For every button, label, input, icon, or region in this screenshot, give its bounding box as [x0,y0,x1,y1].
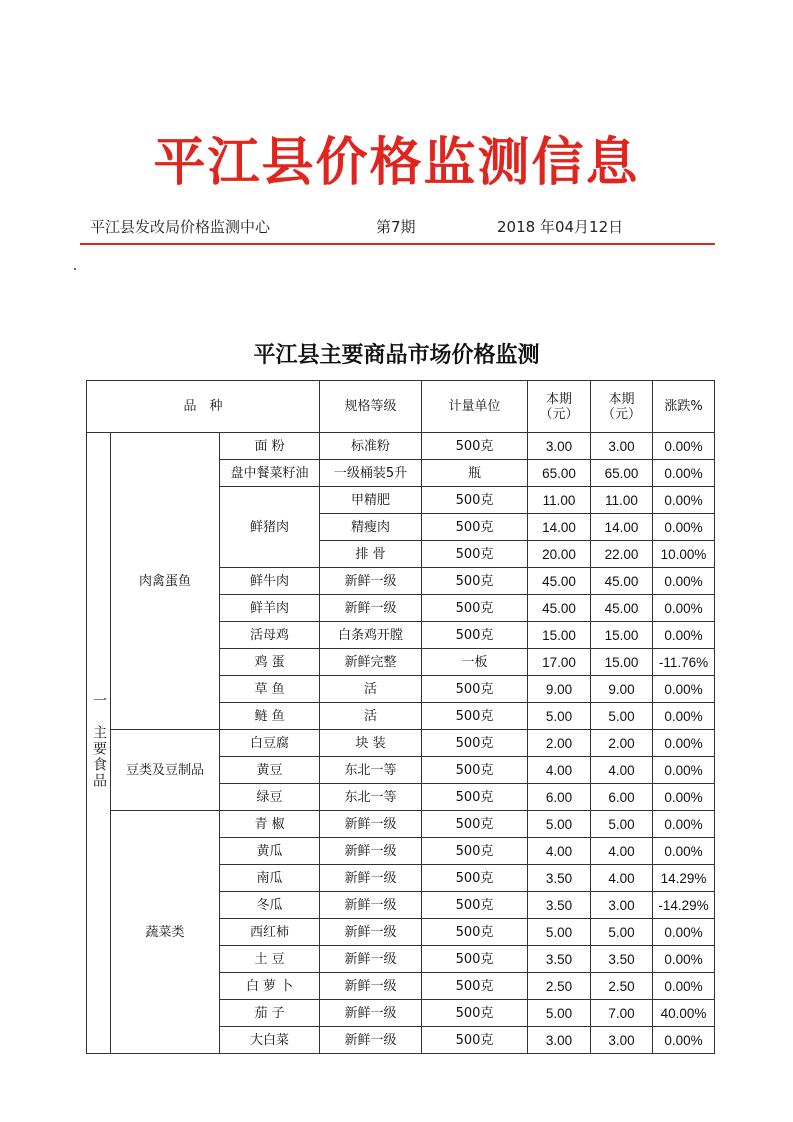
item-change: 0.00% [653,757,715,784]
item-spec: 新鲜一级 [320,946,422,973]
item-current-price: 2.00 [528,730,591,757]
item-spec: 新鲜一级 [320,865,422,892]
item-unit: 500克 [422,541,528,568]
item-change: 0.00% [653,946,715,973]
item-unit: 500克 [422,730,528,757]
item-current-price: 45.00 [528,568,591,595]
item-previous-price: 3.00 [591,892,653,919]
item-spec: 活 [320,676,422,703]
item-spec: 新鲜一级 [320,1027,422,1054]
item-spec: 白条鸡开膛 [320,622,422,649]
item-name: 大白菜 [220,1027,320,1054]
item-unit: 500克 [422,568,528,595]
table-header-row [87,381,715,433]
item-current-price: 14.00 [528,514,591,541]
item-spec: 排 骨 [320,541,422,568]
item-previous-price: 22.00 [591,541,653,568]
item-spec: 块 装 [320,730,422,757]
item-name: 鲢 鱼 [220,703,320,730]
item-current-price: 4.00 [528,838,591,865]
item-change: 40.00% [653,1000,715,1027]
item-current-price: 5.00 [528,811,591,838]
item-previous-price: 3.00 [591,433,653,460]
item-change: 0.00% [653,919,715,946]
header-divider [80,243,715,245]
item-previous-price: 45.00 [591,568,653,595]
item-spec: 甲精肥 [320,487,422,514]
item-previous-price: 11.00 [591,487,653,514]
item-current-price: 45.00 [528,595,591,622]
item-unit: 500克 [422,703,528,730]
item-spec: 精瘦肉 [320,514,422,541]
item-current-price: 3.50 [528,946,591,973]
table-title: 平江县主要商品市场价格监测 [253,343,540,368]
price-table [86,380,715,1054]
item-change: 0.00% [653,703,715,730]
item-change: -14.29% [653,892,715,919]
item-unit: 500克 [422,514,528,541]
item-name: 南瓜 [220,865,320,892]
table-row [87,433,715,460]
item-previous-price: 45.00 [591,595,653,622]
item-name: 青 椒 [220,811,320,838]
item-name: 鲜牛肉 [220,568,320,595]
item-change: 0.00% [653,433,715,460]
item-current-price: 65.00 [528,460,591,487]
scan-speck [74,268,76,270]
item-name: 活母鸡 [220,622,320,649]
item-change: 0.00% [653,730,715,757]
table-row [87,730,715,757]
section-label [87,433,111,1054]
item-name: 茄 子 [220,1000,320,1027]
issue-date: 2018 年04月12日 [497,218,624,236]
item-name: 面 粉 [220,433,320,460]
item-unit: 500克 [422,973,528,1000]
item-name-pork: 鲜猪肉 [220,487,320,568]
item-change: 0.00% [653,595,715,622]
section-label-text: 一 主要食品 [91,693,107,789]
header-current-line2: （元） [539,406,579,422]
item-previous-price: 5.00 [591,919,653,946]
item-change: 0.00% [653,973,715,1000]
group-veg: 蔬菜类 [111,811,220,1054]
item-name: 绿豆 [220,784,320,811]
item-name: 西红柿 [220,919,320,946]
item-change: 0.00% [653,514,715,541]
group-bean: 豆类及豆制品 [111,730,220,811]
issue-number: 第7期 [376,218,416,236]
item-previous-price: 2.00 [591,730,653,757]
item-current-price: 9.00 [528,676,591,703]
item-previous-price: 4.00 [591,838,653,865]
item-current-price: 3.00 [528,433,591,460]
item-spec: 新鲜完整 [320,649,422,676]
item-change: 10.00% [653,541,715,568]
item-spec: 新鲜一级 [320,811,422,838]
item-unit: 瓶 [422,460,528,487]
item-previous-price: 3.00 [591,1027,653,1054]
item-change: 0.00% [653,811,715,838]
item-change: 0.00% [653,487,715,514]
item-spec: 东北一等 [320,784,422,811]
item-change: 0.00% [653,838,715,865]
item-change: 0.00% [653,622,715,649]
item-current-price: 15.00 [528,622,591,649]
item-name: 草 鱼 [220,676,320,703]
item-previous-price: 3.50 [591,946,653,973]
masthead-title: 平江县价格监测信息 [153,132,640,193]
item-spec: 活 [320,703,422,730]
issuer-name: 平江县发改局价格监测中心 [90,218,271,236]
item-previous-price: 7.00 [591,1000,653,1027]
header-previous-price [591,381,653,433]
header-current-price [528,381,591,433]
item-name: 白豆腐 [220,730,320,757]
item-spec: 一级桶装5升 [320,460,422,487]
item-previous-price: 14.00 [591,514,653,541]
item-current-price: 17.00 [528,649,591,676]
item-spec: 新鲜一级 [320,595,422,622]
item-unit: 500克 [422,784,528,811]
item-spec: 新鲜一级 [320,838,422,865]
item-unit: 500克 [422,757,528,784]
item-change: 0.00% [653,784,715,811]
header-previous-line2: （元） [602,406,642,422]
item-name: 鸡 蛋 [220,649,320,676]
item-previous-price: 4.00 [591,757,653,784]
item-unit: 500克 [422,892,528,919]
item-name: 白 萝 卜 [220,973,320,1000]
item-unit: 500克 [422,811,528,838]
header-spec: 规格等级 [320,381,422,433]
item-current-price: 5.00 [528,1000,591,1027]
item-change: 0.00% [653,460,715,487]
header-unit: 计量单位 [422,381,528,433]
item-name: 鲜羊肉 [220,595,320,622]
table-row [87,811,715,838]
item-current-price: 20.00 [528,541,591,568]
item-unit: 500克 [422,595,528,622]
item-unit: 500克 [422,1027,528,1054]
header-change: 涨跌% [653,381,715,433]
item-previous-price: 65.00 [591,460,653,487]
item-previous-price: 6.00 [591,784,653,811]
item-spec: 东北一等 [320,757,422,784]
item-unit: 500克 [422,919,528,946]
item-current-price: 5.00 [528,703,591,730]
item-unit: 500克 [422,433,528,460]
item-change: 0.00% [653,676,715,703]
item-unit: 500克 [422,946,528,973]
item-previous-price: 4.00 [591,865,653,892]
item-unit: 500克 [422,1000,528,1027]
item-spec: 新鲜一级 [320,892,422,919]
item-change: -11.76% [653,649,715,676]
item-name: 土 豆 [220,946,320,973]
item-previous-price: 15.00 [591,649,653,676]
item-previous-price: 9.00 [591,676,653,703]
header-previous-line1: 本期 [608,391,635,407]
header-current-line1: 本期 [546,391,573,407]
item-name: 黄豆 [220,757,320,784]
item-change: 0.00% [653,568,715,595]
item-spec: 新鲜一级 [320,919,422,946]
item-current-price: 5.00 [528,919,591,946]
item-name: 冬瓜 [220,892,320,919]
header-variety: 品 种 [87,381,320,433]
item-current-price: 6.00 [528,784,591,811]
item-name: 盘中餐菜籽油 [220,460,320,487]
item-previous-price: 15.00 [591,622,653,649]
item-unit: 500克 [422,622,528,649]
item-unit: 一板 [422,649,528,676]
item-spec: 新鲜一级 [320,973,422,1000]
item-previous-price: 5.00 [591,703,653,730]
item-unit: 500克 [422,865,528,892]
item-spec: 新鲜一级 [320,568,422,595]
item-name: 黄瓜 [220,838,320,865]
item-current-price: 3.00 [528,1027,591,1054]
item-unit: 500克 [422,487,528,514]
item-change: 14.29% [653,865,715,892]
item-current-price: 2.50 [528,973,591,1000]
item-current-price: 3.50 [528,892,591,919]
item-change: 0.00% [653,1027,715,1054]
item-spec: 新鲜一级 [320,1000,422,1027]
item-unit: 500克 [422,838,528,865]
item-current-price: 4.00 [528,757,591,784]
item-current-price: 11.00 [528,487,591,514]
item-previous-price: 5.00 [591,811,653,838]
item-spec: 标准粉 [320,433,422,460]
group-meat: 肉禽蛋鱼 [111,433,220,730]
item-current-price: 3.50 [528,865,591,892]
item-unit: 500克 [422,676,528,703]
item-previous-price: 2.50 [591,973,653,1000]
